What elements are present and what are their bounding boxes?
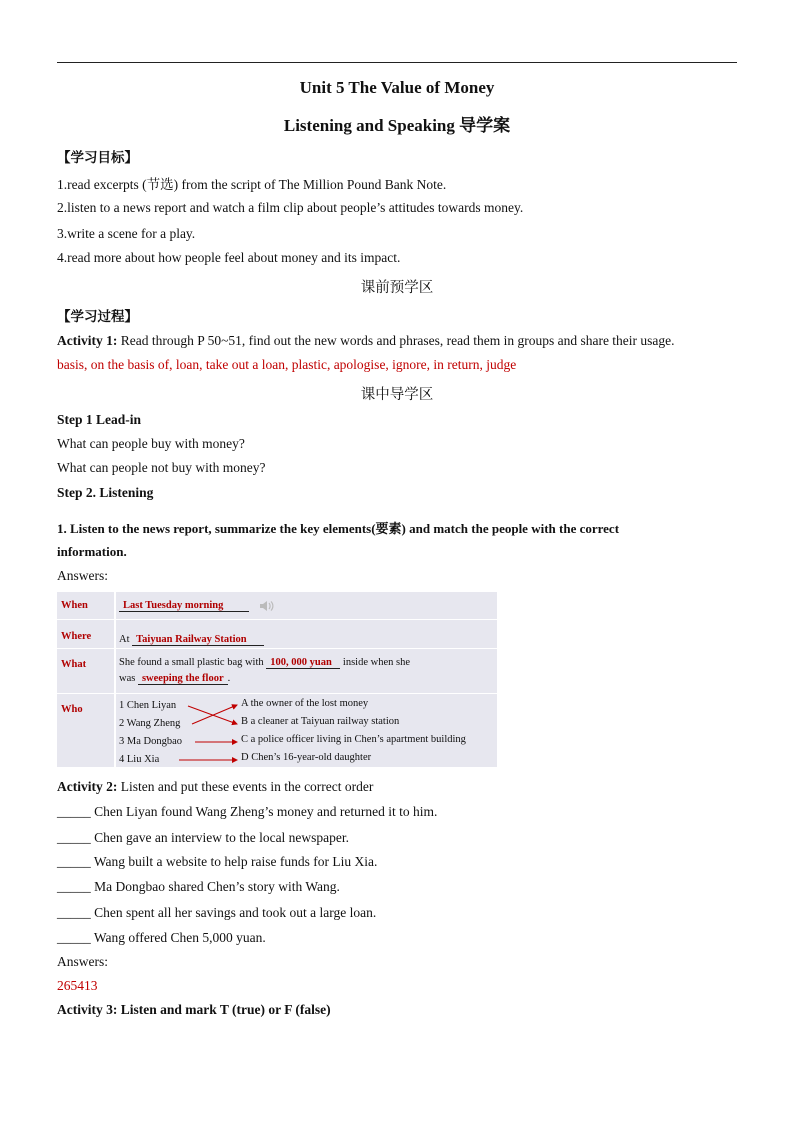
what-value-amount: 100, 000 yuan bbox=[266, 657, 340, 669]
goal-item-1: 1.read excerpts (节选) from the script of The Million Pound Bank Note. bbox=[57, 177, 447, 192]
where-value: Taiyuan Railway Station bbox=[132, 634, 264, 646]
order-blank[interactable]: _____ bbox=[57, 854, 91, 869]
task1-line1: 1. Listen to the news report, summarize the key elements(要素) and match the people with the correct bbox=[57, 521, 620, 536]
what-value-activity: sweeping the floor bbox=[138, 673, 228, 685]
goals-heading: 【学习目标】 bbox=[57, 150, 138, 165]
event-text: Chen Liyan found Wang Zheng’s money and returned it to him. bbox=[90, 804, 438, 819]
event-text: Ma Dongbao shared Chen’s story with Wang. bbox=[90, 879, 340, 894]
who-label: Who bbox=[61, 704, 83, 715]
event-2 bbox=[57, 830, 349, 846]
activity3-heading: Activity 3: Listen and mark T (true) or F (false) bbox=[57, 1002, 331, 1017]
what-label: What bbox=[61, 659, 87, 670]
activity2-text: Listen and put these events in the correct order bbox=[117, 779, 374, 794]
preclass-heading: 课前预学区 bbox=[360, 280, 434, 296]
when-value: Last Tuesday morning bbox=[119, 600, 249, 612]
order-blank[interactable]: _____ bbox=[57, 905, 91, 920]
event-text: Wang offered Chen 5,000 yuan. bbox=[90, 930, 266, 945]
inclass-heading: 课中导学区 bbox=[360, 387, 434, 403]
key-elements-table bbox=[57, 592, 497, 767]
event-6 bbox=[57, 930, 266, 946]
activity2-answer: 265413 bbox=[57, 978, 98, 993]
what-text-1: She found a small plastic bag with bbox=[119, 657, 264, 668]
activity1 bbox=[57, 333, 675, 349]
table-row-who bbox=[57, 694, 497, 767]
info-b: B a cleaner at Taiyuan railway station bbox=[241, 716, 400, 727]
event-text: Chen gave an interview to the local newspaper. bbox=[90, 830, 350, 845]
event-1 bbox=[57, 804, 437, 820]
speaker-icon[interactable] bbox=[258, 599, 274, 613]
step2-heading: Step 2. Listening bbox=[57, 485, 154, 500]
info-a: A the owner of the lost money bbox=[241, 698, 369, 709]
info-c: C a police officer living in Chen’s apartment building bbox=[241, 734, 466, 745]
event-3 bbox=[57, 854, 377, 870]
order-blank[interactable]: _____ bbox=[57, 830, 91, 845]
goal-item-2: 2.listen to a news report and watch a film clip about people’s attitudes towards money. bbox=[57, 200, 524, 215]
what-text-3: was bbox=[119, 673, 136, 684]
activity1-label: Activity 1: bbox=[57, 333, 118, 348]
process-heading: 【学习过程】 bbox=[57, 309, 138, 324]
table-divider bbox=[114, 592, 116, 767]
event-text: Wang built a website to help raise funds for Liu Xia. bbox=[90, 854, 378, 869]
table-row-what bbox=[57, 649, 497, 694]
order-blank[interactable]: _____ bbox=[57, 879, 91, 894]
page-title: Unit 5 The Value of Money bbox=[299, 78, 495, 97]
activity1-text: Read through P 50~51, find out the new words and phrases, read them in groups and share their usage. bbox=[117, 333, 675, 348]
page-subtitle: Listening and Speaking 导学案 bbox=[283, 116, 511, 135]
event-text: Chen spent all her savings and took out a large loan. bbox=[90, 905, 377, 920]
person-2: 2 Wang Zheng bbox=[119, 718, 181, 729]
vocab-list: basis, on the basis of, loan, take out a loan, plastic, apologise, ignore, in return, judge bbox=[57, 357, 517, 372]
info-d: D Chen’s 16-year-old daughter bbox=[241, 752, 372, 763]
when-label: When bbox=[61, 600, 88, 611]
where-label: Where bbox=[61, 631, 92, 642]
where-prefix: At bbox=[119, 634, 130, 645]
answers-label: Answers: bbox=[57, 568, 108, 583]
step1-heading: Step 1 Lead-in bbox=[57, 412, 142, 427]
person-3: 3 Ma Dongbao bbox=[119, 736, 182, 747]
goal-item-3: 3.write a scene for a play. bbox=[57, 226, 196, 241]
task1-line2: information. bbox=[57, 544, 127, 559]
event-5 bbox=[57, 905, 376, 921]
activity2-label: Activity 2: bbox=[57, 779, 118, 794]
what-text-4: . bbox=[227, 673, 231, 684]
order-blank[interactable]: _____ bbox=[57, 804, 91, 819]
event-4 bbox=[57, 879, 340, 895]
activity2 bbox=[57, 779, 373, 795]
header-rule bbox=[57, 62, 737, 63]
activity2-answers-label: Answers: bbox=[57, 954, 108, 969]
table-row-where bbox=[57, 620, 497, 649]
leadin-question-2: What can people not buy with money? bbox=[57, 460, 266, 475]
goal-item-4: 4.read more about how people feel about money and its impact. bbox=[57, 250, 401, 265]
order-blank[interactable]: _____ bbox=[57, 930, 91, 945]
table-row-when bbox=[57, 592, 497, 620]
leadin-question-1: What can people buy with money? bbox=[57, 436, 245, 451]
what-text-2: inside when she bbox=[342, 657, 410, 668]
person-1: 1 Chen Liyan bbox=[119, 700, 177, 711]
person-4: 4 Liu Xia bbox=[119, 754, 160, 765]
matching-arrows bbox=[57, 694, 497, 767]
